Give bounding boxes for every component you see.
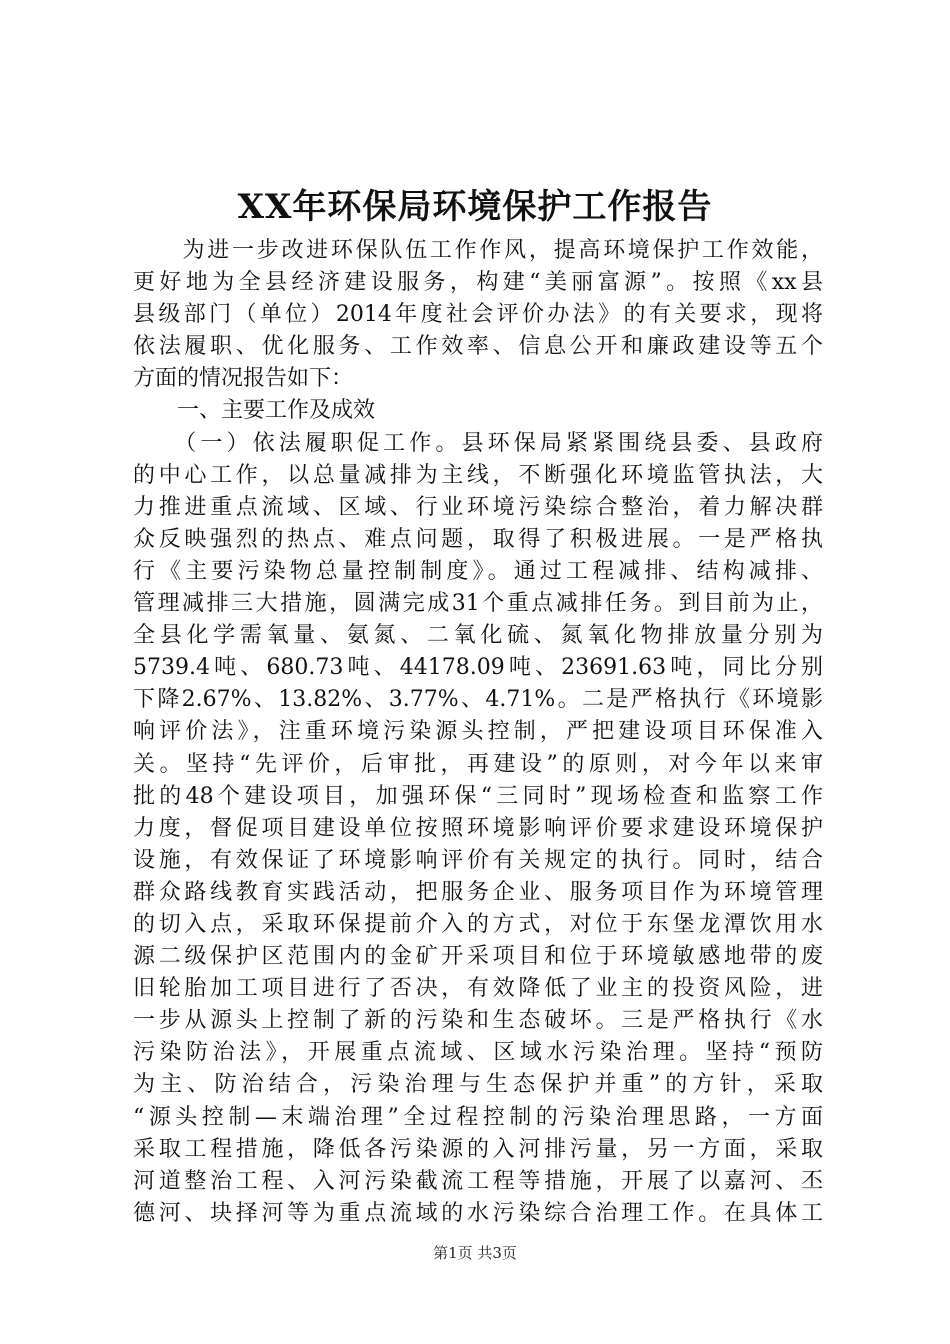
body-line: 的切入点，采取环保提前介入的方式，对位于东堡龙潭饮用水 (133, 911, 823, 937)
body-line: 群众路线教育实践活动，把服务企业、服务项目作为环境管理 (133, 879, 823, 905)
body-line: 管理减排三大措施，圆满完成31个重点减排任务。到目前为止， (133, 591, 823, 617)
page-footer: 第1页 共3页 (433, 1244, 517, 1262)
body-line: 源二级保护区范围内的金矿开采项目和位于环境敏感地带的废 (133, 944, 823, 970)
body-line: 为主、防治结合，污染治理与生态保护并重”的方针，采取 (133, 1072, 823, 1098)
body-line: 一、主要工作及成效 (133, 398, 376, 424)
body-line: 采取工程措施，降低各污染源的入河排污量，另一方面，采取 (133, 1136, 823, 1162)
body-line: 的中心工作，以总量减排为主线，不断强化环境监管执法，大 (133, 462, 823, 488)
body-line: 众反映强烈的热点、难点问题，取得了积极进展。一是严格执 (133, 526, 823, 552)
body-line: “源头控制—末端治理”全过程控制的污染治理思路，一方面 (133, 1104, 823, 1130)
body-line: 设施，有效保证了环境影响评价有关规定的执行。同时，结合 (133, 847, 823, 873)
body-line: 旧轮胎加工项目进行了否决，有效降低了业主的投资风险，进 (133, 976, 823, 1002)
document-body (133, 235, 823, 1230)
document-title: XX年环保局环境保护工作报告 (237, 187, 713, 227)
body-line: （一）依法履职促工作。县环保局紧紧围绕县委、县政府 (133, 430, 823, 456)
body-line: 一步从源头上控制了新的污染和生态破坏。三是严格执行《水 (133, 1008, 823, 1034)
body-line: 力推进重点流域、区域、行业环境污染综合整治，着力解决群 (133, 494, 823, 520)
body-line: 德河、块择河等为重点流域的水污染综合治理工作。在具体工 (133, 1200, 823, 1226)
body-line: 方面的情况报告如下： (133, 366, 354, 392)
body-line: 5739.4吨、680.73吨、44178.09吨、23691.63吨，同比分别 (133, 655, 823, 681)
body-line: 力度，督促项目建设单位按照环境影响评价要求建设环境保护 (133, 815, 823, 841)
body-line: 关。坚持“先评价，后审批，再建设”的原则，对今年以来审 (133, 751, 823, 777)
body-line: 污染防治法》，开展重点流域、区域水污染治理。坚持“预防 (133, 1040, 823, 1066)
body-line: 全县化学需氧量、氨氮、二氧化硫、氮氧化物排放量分别为 (133, 623, 823, 649)
body-line: 下降2.67%、13.82%、3.77%、4.71%。二是严格执行《环境影 (133, 687, 823, 713)
body-line: 更好地为全县经济建设服务，构建“美丽富源”。按照《xx县 (133, 270, 823, 296)
body-line: 河道整治工程、入河污染截流工程等措施，开展了以嘉河、丕 (133, 1168, 823, 1194)
body-line: 为进一步改进环保队伍工作作风，提高环境保护工作效能， (133, 238, 823, 263)
body-line: 依法履职、优化服务、工作效率、信息公开和廉政建设等五个 (133, 334, 823, 360)
body-line: 县级部门（单位）2014年度社会评价办法》的有关要求，现将 (133, 302, 823, 328)
body-line: 响评价法》，注重环境污染源头控制，严把建设项目环保准入 (133, 719, 823, 745)
body-line: 批的48个建设项目，加强环保“三同时”现场检查和监察工作 (133, 783, 823, 809)
body-line: 行《主要污染物总量控制制度》。通过工程减排、结构减排、 (133, 558, 823, 584)
